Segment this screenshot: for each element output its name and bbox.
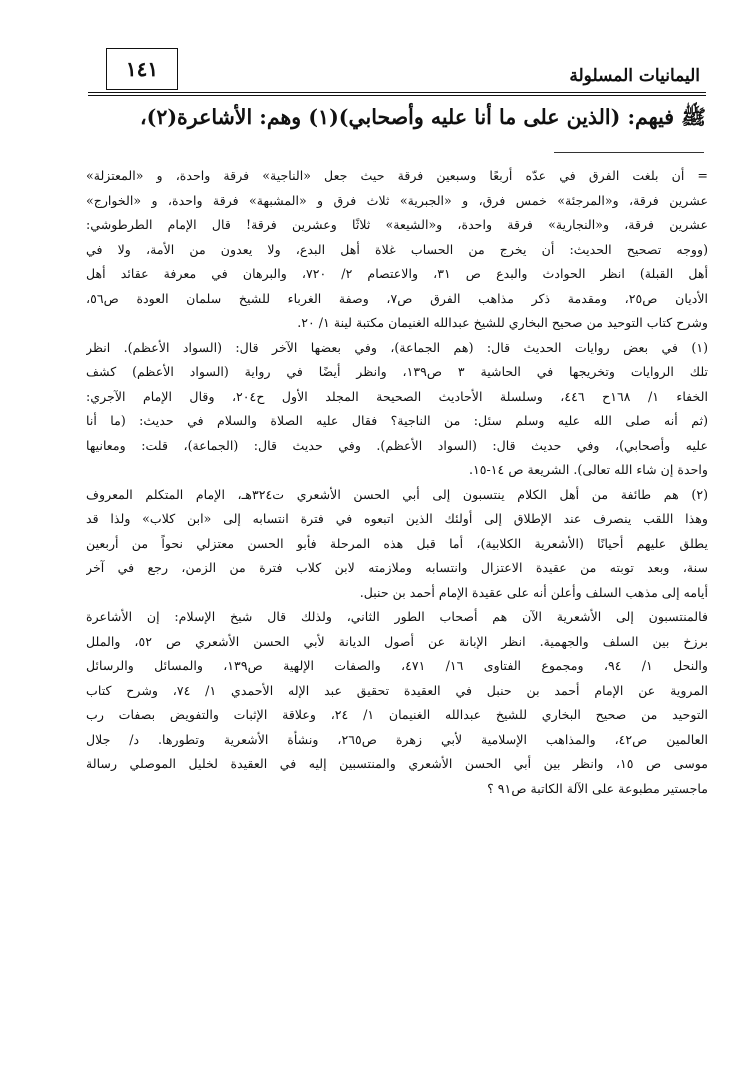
header-rule-thin: [88, 95, 706, 96]
main-text-line: ﷺ فيهم: (الذين على ما أنا عليه وأصحابي)(١) وهم: الأشاعرة(٢)،: [140, 105, 706, 129]
footnote-2-line: التوحيد من صحيح البخاري للشيخ عبدالله الغنيمان ١/ ٢٤، وعلاقة الإثبات والتفويض بصفات رب: [86, 707, 708, 722]
footnote-1-line: عليه وأصحابي)، وفي حديث قال: (السواد الأعظم). وفي حديث قال: (الجماعة)، قلت: ومعانيها: [86, 437, 708, 453]
page-number: ١٤١: [125, 57, 159, 81]
header-rule: [88, 92, 706, 93]
footnote-2-line: العالمين ص٤٢، والمذاهب الإسلامية لأبي زهرة ص٢٦٥، ونشأة الأشعرية وتطورها. د/ جلال: [86, 731, 708, 747]
footnote-2-line: برزخ بين السلف والجهمية. انظر الإبانة عن أصول الديانة لأبي الحسن الأشعري ص ٥٢، والملل: [86, 633, 708, 649]
footnotes: [86, 164, 708, 824]
footnote-2-line: والنحل ١/ ٩٤، ومجموع الفتاوى ١٦/ ٤٧١، والصفات الإلهية ص١٣٩، والمسائل والرسائل: [86, 658, 708, 673]
page-number-box: [106, 48, 178, 90]
continuation-line: عشرين فرقة، و«المرجئة» خمس فرق، و «الجبرية» ثلاث فرق و «المشبهة» فرقة واحدة، و «الخوارج»: [86, 192, 708, 208]
footnote-2-line: (٢) هم طائفة من أهل الكلام ينتسبون إلى أبي الحسن الأشعري ت٣٢٤هـ، الإمام المتكلم المعروف: [86, 486, 708, 502]
footnote-2-line: يطلق عليهم أحيانًا (الأشعرية الكلابية)، أما قبل هذه المرحلة فأبو الحسن معتزلي نحواً من أربعين: [86, 535, 708, 551]
continuation-line: الأديان ص٢٥، ومقدمة ذكر مذاهب الفرق ص٧، وصفة الغرباء للشيخ سلمان العودة ص٥٦،: [86, 290, 708, 306]
footnote-2-line: المروية عن الإمام أحمد بن حنبل في العقيدة تحقيق عبد الإله الأحمدي ١/ ٧٤، وشرح كتاب: [86, 682, 708, 698]
footnote-2-line: وهذا اللقب ينصرف عند الإطلاق إلى أولئك الذين اتبعوه في فترة انتسابه إلى «ابن كلاب» ولذا قد: [86, 511, 708, 526]
continuation-line: (ووجه تصحيح الحديث: أن يخرج من الحساب غلاة أهل البدع، ولا يعدون من الأمة، ولا في: [86, 241, 708, 257]
continuation-line: = أن بلغت الفرق في عدّه أربعًا وسبعين فرقة حيث جعل «الناجية» فرقة واحدة، و «المعتزلة»: [86, 168, 708, 183]
footnote-2-line: سنة، وبعد توبته من عقيدة الاعتزال وانتسابه وملازمته لابن كلاب فترة من الزمن، رجع في آخر: [86, 560, 708, 575]
footnote-2-line: فالمنتسبون إلى الأشعرية الآن هم أصحاب الطور الثاني، ولذلك قال شيخ الإسلام: إن الأشاعرة: [86, 609, 708, 624]
footnote-1-line: تلك الروايات وتخريجها في الحاشية ٣ ص١٣٩، وانظر أيضًا في رواية (السواد الأعظم) كشف: [86, 364, 708, 379]
footnote-1-line: (ثم أنه صلى الله عليه وسلم سئل: من الناجية؟ فقال عليه الصلاة والسلام في حديث: (ما أنا: [86, 413, 708, 428]
footnote-2-line: أيامه إلى مذهب السلف وأعلن أنه على عقيدة الإمام أحمد بن حنبل.: [359, 584, 708, 600]
running-title: اليمانيات المسلولة: [569, 66, 700, 86]
footnote-2-line: ماجستير مطبوعة على الآلة الكاتبة ص٩١ ؟: [487, 780, 708, 796]
footnote-1-line: واحدة إن شاء الله تعالى). الشريعة ص ١٤-١٥.: [468, 462, 708, 477]
footnote-separator: [554, 152, 704, 153]
continuation-line: عشرين فرقة، و«النجارية» فرقة واحدة، و«الشيعة» ثلاثًا وعشرين فرقة! قال الإمام الطرطوشي:: [86, 217, 708, 232]
footnote-1-line: الخفاء ١/ ١٦٨ح ٤٤٦، وسلسلة الأحاديث الصحيحة المجلد الأول ح٢٠٤، وقال الإمام الآجري:: [86, 388, 708, 404]
footnote-1-line: (١) في بعض روايات الحديث قال: (هم الجماعة)، وفي بعضها الآخر قال: (السواد الأعظم). انظر: [86, 339, 708, 355]
page-header: [88, 44, 706, 94]
continuation-line: وشرح كتاب التوحيد من صحيح البخاري للشيخ عبدالله الغنيمان مكتبة لينة ١/ ٢٠.: [297, 315, 708, 330]
footnote-2-line: موسى ص ١٥، وانظر بين أبي الحسن الأشعري والمنتسبين إليه في العقيدة لخليل الموصلي رسالة: [86, 756, 708, 771]
continuation-line: أهل القبلة) انظر الحوادث والبدع ص ٣١، والاعتصام ٢/ ٧٢٠، والبرهان في معرفة عقائد أهل: [86, 266, 708, 281]
